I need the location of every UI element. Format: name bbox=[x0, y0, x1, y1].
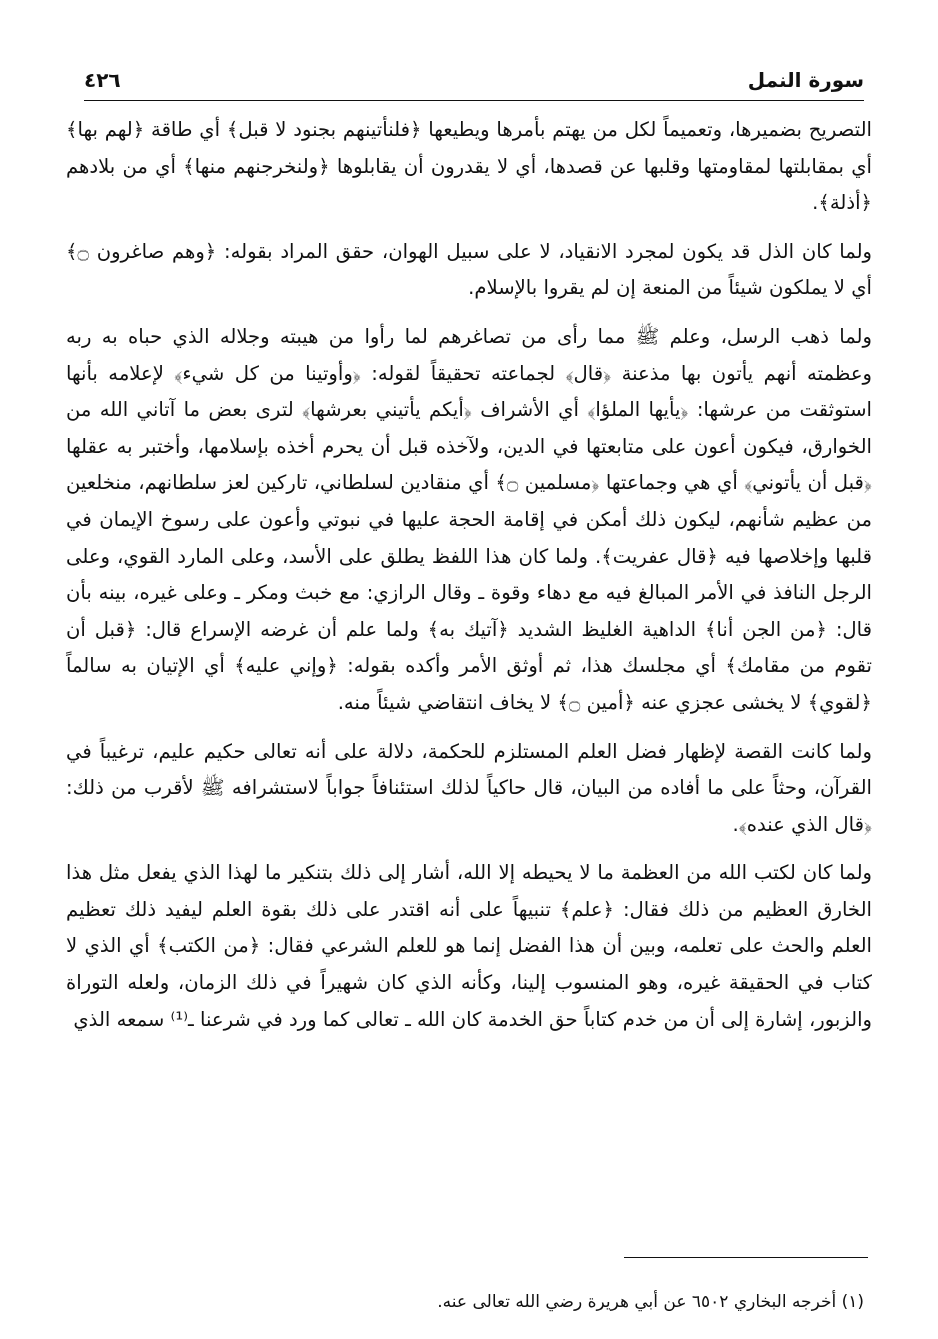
paragraph: التصريح بضميرها، وتعميماً لكل من يهتم بأمرها ويطيعها ﴿فلنأتينهم بجنود لا قبل﴾ أي طاقة ﴿لهم بها﴾ أي بمقابلتها لمقاومتها وقلبها عن قصدها، أي لا يقدرون أن يقابلوها ﴿ولنخرجنهم منها﴾ أي من بلادهم ﴿أذلة﴾. bbox=[66, 118, 872, 215]
paragraph: ولما كان الذل قد يكون لمجرد الانقياد، لا على سبيل الهوان، حقق المراد بقوله: ﴿وهم صاغرون ۝﴾ أي لا يملكون شيئاً من المنعة إن لم يقروا بالإسلام. bbox=[66, 239, 872, 300]
paragraph: ولما ذهب الرسل، وعلم ﷺ مما رأى من تصاغرهم لما رأوا من هيبته وجلاله الذي حباه به ربه وعظمته أنهم يأتون بها مذعنة ﴿قال﴾ لجماعته تحقيقاً لقوله: ﴿وأوتينا من كل شيء﴾ لإعلامه بأنها استوثقت من عرشها: ﴿يأيها الملؤا﴾ أي الأشراف ﴿أيكم يأتيني بعرشها﴾ لترى بعض ما آتاني الله من الخوارق، فيكون أعون على متابعتها في الدين، ولآخذه قبل أن يحرم أخذه بإسلامها، وأختبر به عقلها ﴿قبل أن يأتوني﴾ أي هي وجماعتها ﴿مسلمين ۝﴾ أي منقادين لسلطاني، تاركين لعز سلطانهم، منخلعين من عظيم شأنهم، ليكون ذلك أمكن في إقامة الحجة عليها في نبوتي وأعون على رسوخ الإيمان في قلبها وإخلاصها فيه ﴿قال عفريت﴾. ولما كان هذا اللفظ يطلق على الأسد، وعلى المارد القوي، وعلى الرجل النافذ في الأمر المبالغ فيه مع دهاء وقوة ـ وقال الرازي: مع خبث ومكر ـ وعلى غيره، بينه بأن قال: ﴿من الجن أنا﴾ الداهية الغليظ الشديد ﴿آتيك به﴾ ولما علم أن غرضه الإسراع قال: ﴿قبل أن تقوم من مقامك﴾ أي مجلسك هذا، ثم أوثق الأمر وأكده بقوله: ﴿وإني عليه﴾ أي الإتيان به سالماً ﴿لقوي﴾ لا يخشى عجزي عنه ﴿أمين ۝﴾ لا يخاف انتقاضي شيئاً منه. bbox=[66, 324, 872, 714]
header-rule bbox=[84, 100, 864, 101]
footnote-rule bbox=[624, 1257, 868, 1258]
paragraph: ولما كانت القصة لإظهار فضل العلم المستلزم للحكمة، دلالة على أنه تعالى حكيم عليم، ترغيباً في القرآن، وحثاً على ما أفاده من البيان، قال حاكياً لذلك استئنافاً جواباً لاستشرافه ﷺ لأقرب من ذلك: ﴿قال الذي عنده﴾. bbox=[66, 739, 872, 836]
page-number: ٤٢٦ bbox=[84, 68, 121, 92]
page-header bbox=[84, 66, 864, 96]
paragraph: ولما كان لكتب الله من العظمة ما لا يحيطه إلا الله، أشار إلى ذلك بتنكير ما لهذا الذي يفعل مثل هذا الخارق العظيم من ذلك فقال: ﴿علم﴾ تنبيهاً على أنه اقتدر على ذلك بقوة العلم ليفيد ذلك تعظيم العلم والحث على تعلمه، وبين أن هذا الفضل إنما هو للعلم الشرعي فقال: ﴿من الكتب﴾ أي الذي لا كتاب في الحقيقة غيره، وهو المنسوب إلينا، وكأنه الذي كان شهيراً في ذلك الزمان، ولعله التوراة والزبور، إشارة إلى أن من خدم كتاباً حق الخدمة كان الله ـ تعالى كما ورد في شرعنا ـ⁽¹⁾ سمعه الذي bbox=[66, 861, 872, 1031]
footnote: (١) أخرجه البخاري ٦٥٠٢ عن أبي هريرة رضي الله تعالى عنه. bbox=[437, 1292, 864, 1312]
page-body bbox=[66, 112, 872, 1038]
surah-title: سورة النمل bbox=[747, 68, 864, 92]
